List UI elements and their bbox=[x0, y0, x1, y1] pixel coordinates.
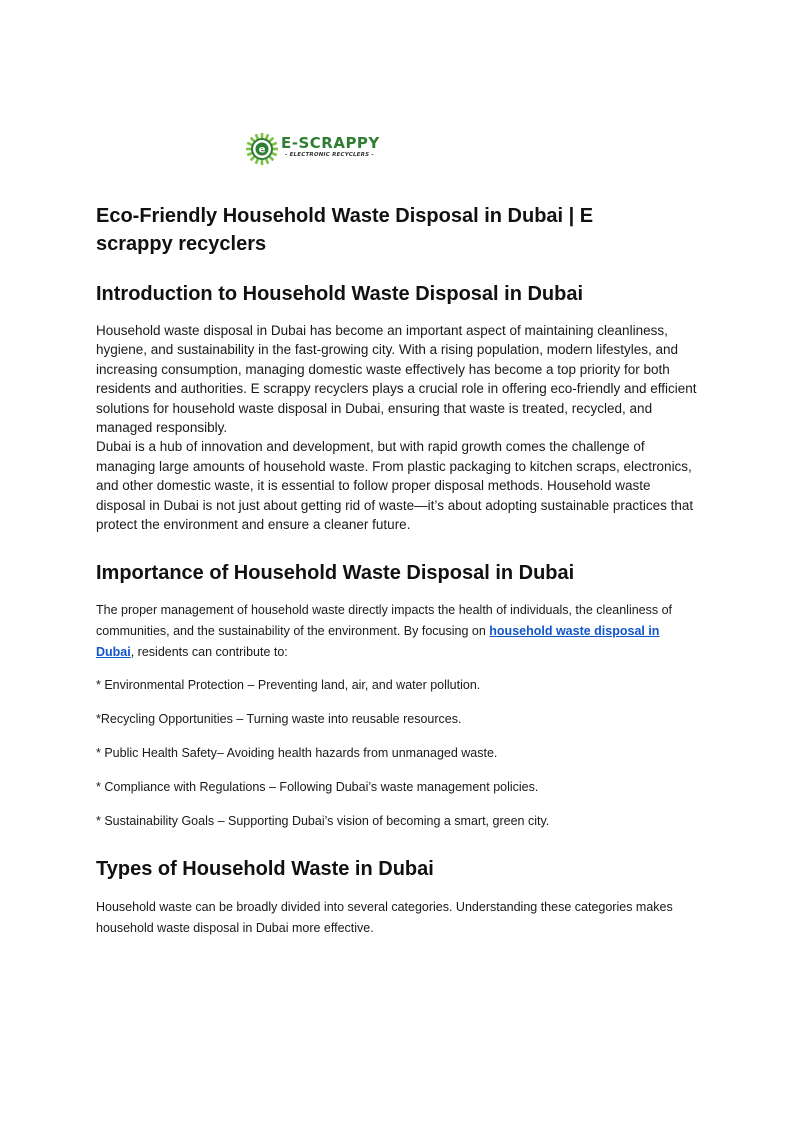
list-item: * Environmental Protection – Preventing land, air, and water pollution. bbox=[96, 678, 481, 692]
e-scrappy-logo bbox=[245, 131, 397, 167]
svg-text:e: e bbox=[258, 144, 266, 156]
importance-text-after-link: , residents can contribute to: bbox=[130, 645, 288, 659]
importance-text-before-link: The proper management of household waste directly impacts the health of individuals, the cleanliness of communities, and the sustainability of the environment. By focusing on bbox=[96, 603, 673, 638]
types-heading: Types of Household Waste in Dubai bbox=[96, 858, 434, 880]
types-paragraph: Household waste can be broadly divided into several categories. Understanding these categories makes household waste disposal in Dubai more effective. bbox=[96, 900, 673, 935]
importance-heading: Importance of Household Waste Disposal in Dubai bbox=[96, 562, 575, 584]
household-waste-disposal-link[interactable]: household waste disposal in Dubai bbox=[96, 624, 660, 659]
intro-paragraph-2: Dubai is a hub of innovation and development, but with rapid growth comes the challenge of managing large amounts of household waste. From plastic packaging to kitchen scraps, electronics, and other domestic waste, it is essential to follow proper disposal methods. Household waste disposal in Dubai is not just about getting rid of waste—it’s about adopting sustainable practices that protect the environment and ensure a cleaner future. bbox=[96, 439, 694, 533]
recycle-gear-icon bbox=[245, 132, 279, 166]
list-item: * Compliance with Regulations – Following Dubai’s waste management policies. bbox=[96, 780, 539, 794]
list-item: * Sustainability Goals – Supporting Dubai’s vision of becoming a smart, green city. bbox=[96, 814, 550, 828]
intro-paragraph-1: Household waste disposal in Dubai has become an important aspect of maintaining cleanliness, hygiene, and sustainability in the fast-growing city. With a rising population, modern lifestyles, and increasing consumption, managing domestic waste effectively has become a top priority for both residents and authorities. E scrappy recyclers plays a crucial role in offering eco-friendly and efficient solutions for household waste disposal in Dubai, ensuring that waste is treated, recycled, and managed responsibly. bbox=[96, 323, 697, 436]
intro-heading: Introduction to Household Waste Disposal in Dubai bbox=[96, 283, 584, 305]
importance-paragraph bbox=[96, 600, 696, 663]
logo-tagline: - ELECTRONIC RECYCLERS - bbox=[285, 152, 374, 158]
intro-body bbox=[96, 321, 698, 534]
document-title: Eco-Friendly Household Waste Disposal in Dubai | E scrappy recyclers bbox=[96, 205, 594, 255]
list-item: * Public Health Safety– Avoiding health hazards from unmanaged waste. bbox=[96, 746, 498, 760]
logo-wordmark: E-SCRAPPY bbox=[281, 134, 380, 152]
list-item: *Recycling Opportunities – Turning waste into reusable resources. bbox=[96, 712, 462, 726]
